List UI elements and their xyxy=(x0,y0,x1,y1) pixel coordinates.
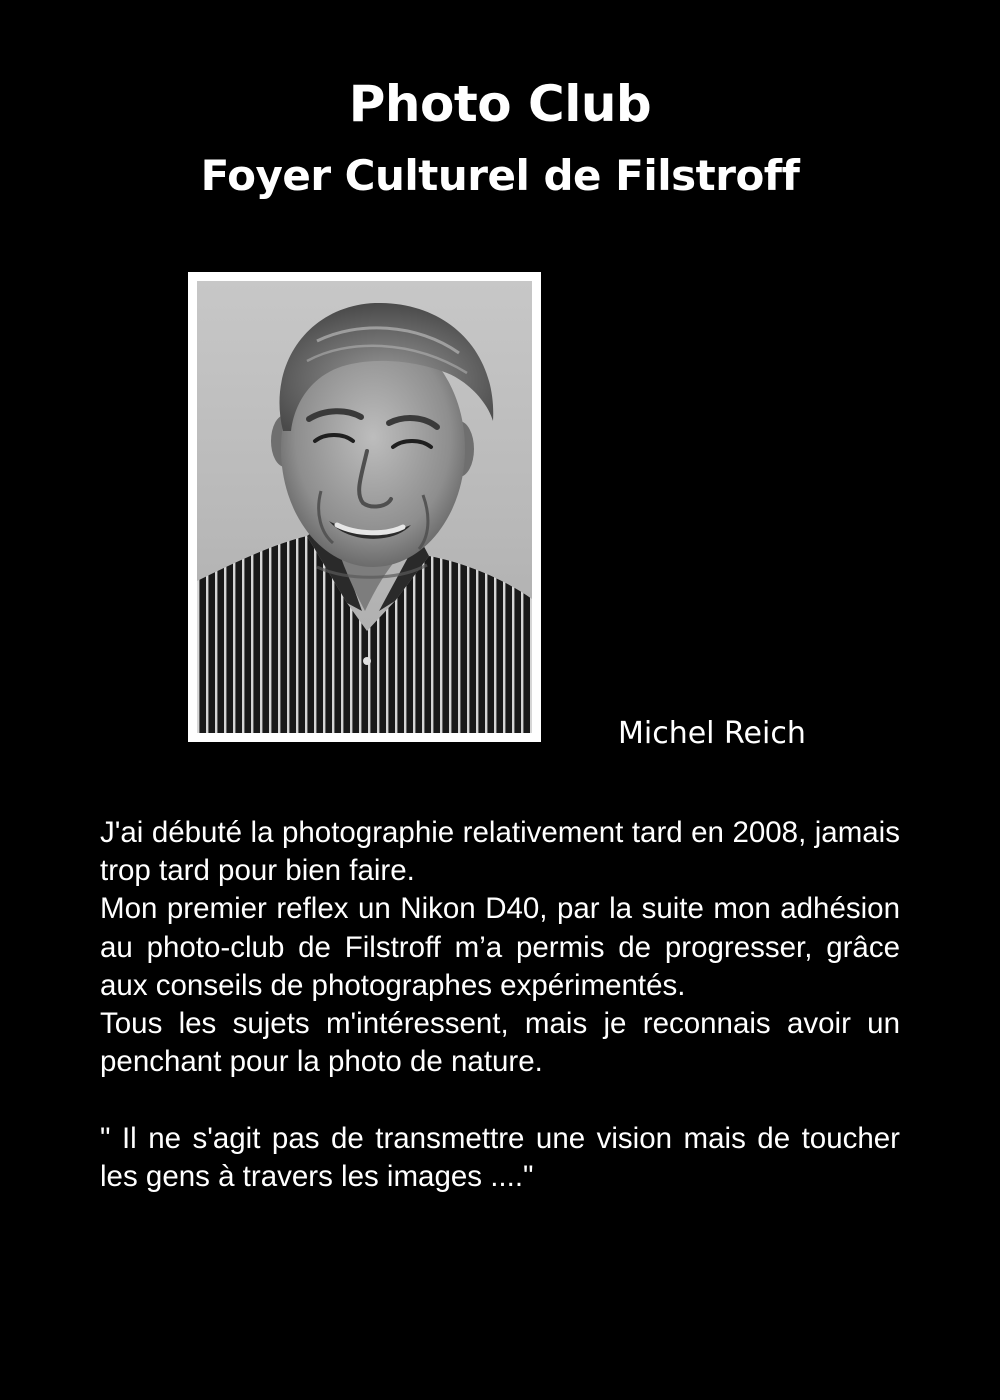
page-title: Photo Club xyxy=(348,75,652,133)
bio-quote: " Il ne s'agit pas de transmettre une vision mais de toucher les gens à travers les images ...." xyxy=(100,1121,900,1193)
bio-paragraph: J'ai débuté la photographie relativement tard en 2008, jamais trop tard pour bien faire. xyxy=(100,816,900,888)
portrait-frame xyxy=(188,272,541,742)
portrait-caption: Michel Reich xyxy=(618,716,806,751)
biography-text xyxy=(100,814,900,1196)
paragraph-spacer xyxy=(100,1081,900,1119)
bio-paragraph: Mon premier reflex un Nikon D40, par la suite mon adhésion au photo-club de Filstroff m’a permis de progresser, grâce aux conseils de photographes expérimentés. xyxy=(100,892,900,1002)
page-subtitle: Foyer Culturel de Filstroff xyxy=(200,151,800,200)
portrait-illustration xyxy=(197,281,532,733)
bio-paragraph: Tous les sujets m'intéressent, mais je reconnais avoir un penchant pour la photo de nature. xyxy=(100,1007,900,1079)
portrait-photo xyxy=(197,281,532,733)
